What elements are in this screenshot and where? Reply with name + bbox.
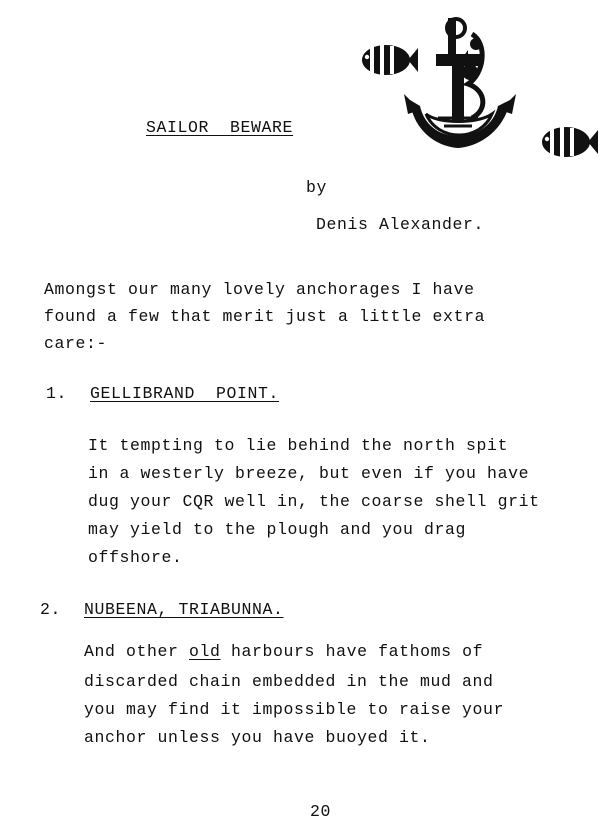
body-line: anchor unless you have buoyed it.	[84, 728, 431, 747]
body-text: And other	[84, 642, 190, 661]
byline: by	[306, 178, 328, 197]
intro-line: care:-	[44, 334, 108, 353]
anchor-emblem	[360, 14, 600, 164]
article-title: SAILOR BEWARE	[146, 118, 294, 137]
fish-icon	[542, 127, 598, 157]
body-line: may yield to the plough and you drag	[88, 520, 467, 539]
underlined-word: old	[189, 642, 221, 661]
intro-line: Amongst our many lovely anchorages I have	[44, 280, 475, 299]
body-line: in a westerly breeze, but even if you have	[88, 464, 530, 483]
section-heading: NUBEENA, TRIABUNNA.	[84, 600, 284, 619]
body-line: offshore.	[88, 548, 183, 567]
body-line: It tempting to lie behind the north spit	[88, 436, 509, 455]
body-line	[84, 642, 483, 661]
section-heading: GELLIBRAND POINT.	[90, 384, 280, 403]
body-text: harbours have fathoms of	[220, 642, 484, 661]
body-line: discarded chain embedded in the mud and	[84, 672, 494, 691]
anchor-icon	[404, 18, 516, 148]
page-number: 20	[310, 802, 332, 821]
intro-line: found a few that merit just a little extra	[44, 307, 486, 326]
body-line: dug your CQR well in, the coarse shell grit	[88, 492, 540, 511]
author-name: Denis Alexander.	[316, 215, 485, 234]
body-line: you may find it impossible to raise your	[84, 700, 505, 719]
section-number: 2.	[40, 600, 62, 619]
section-number: 1.	[46, 384, 68, 403]
